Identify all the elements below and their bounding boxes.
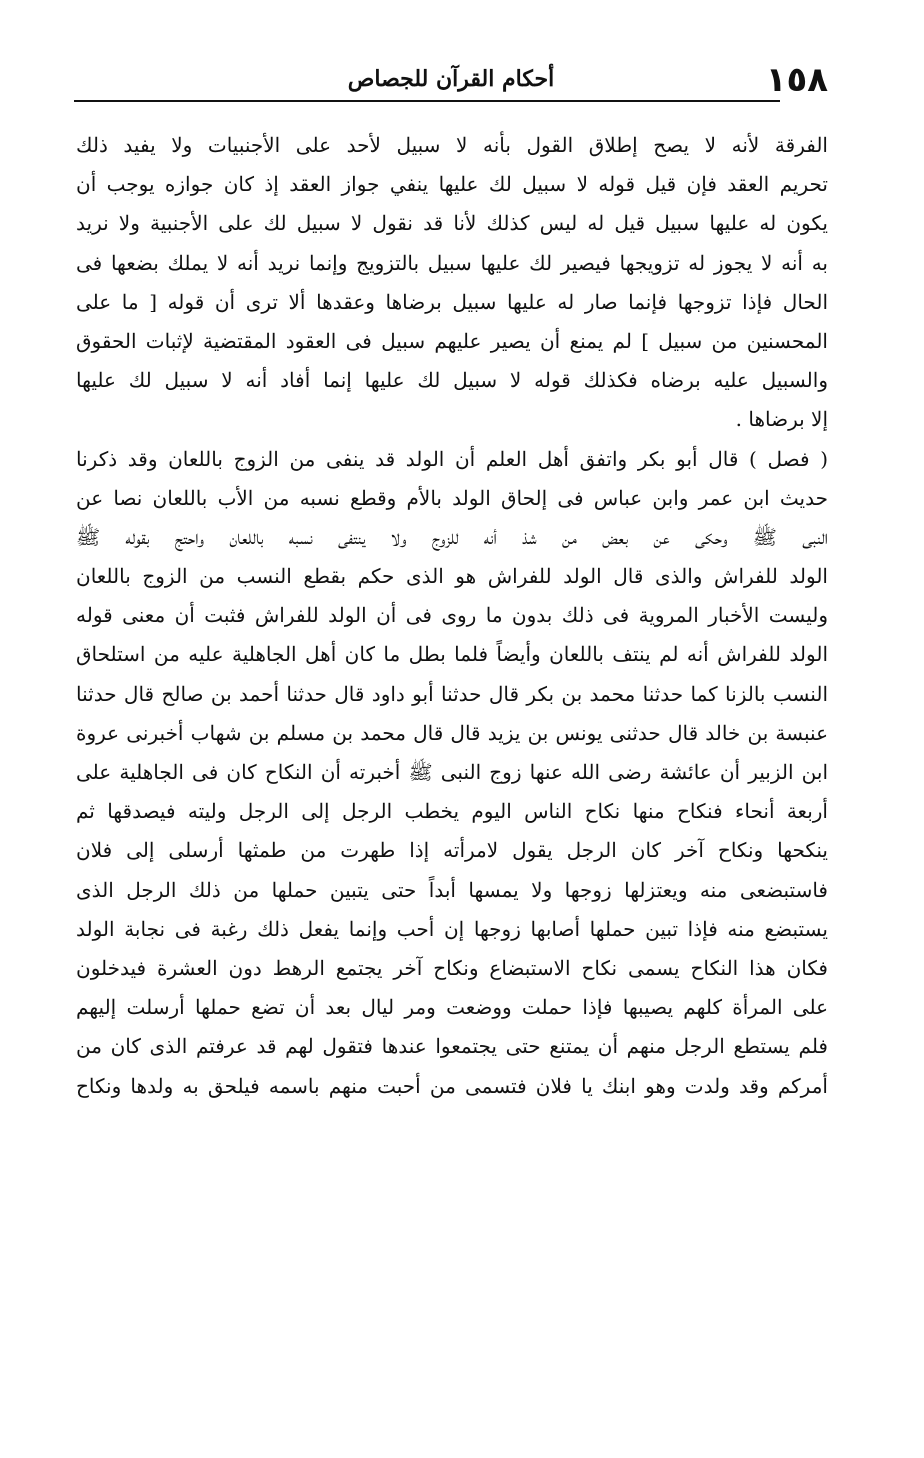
- text-line: يكون له عليها سبيل قيل له ليس كذلك لأنا قد نقول لا سبيل لك على الأجنبية ولا نريد: [76, 211, 828, 236]
- text-line: حديث ابن عمر وابن عباس فى إلحاق الولد بالأم وقطع نسبه من الأب باللعان نصا عن: [76, 485, 828, 510]
- text-line: وليست الأخبار المروية فى ذلك بدون ما روى فى أن الولد للفراش فثبت أن معنى قوله: [76, 603, 828, 628]
- text-line: ابن الزبير أن عائشة رضى الله عنها زوج النبى ﷺ أخبرته أن النكاح كان فى الجاهلية على: [76, 760, 828, 784]
- text-line: تحريم العقد فإن قيل قوله لا سبيل لك عليها ينفي جواز العقد إذ كان جوازه يوجب أن: [76, 172, 828, 197]
- text-line: المحسنين من سبيل ] لم يمنع أن يصير عليهم سبيل فى العقود المقتضية لإثبات الحقوق: [76, 328, 828, 353]
- text-line: الولد للفراش أنه لم ينتف باللعان وأيضاً فلما بطل ما كان أهل الجاهلية عليه من استلحاق: [76, 642, 828, 667]
- text-line: أربعة أنحاء فنكاح منها نكاح الناس اليوم يخطب الرجل إلى الرجل وليته فيصدقها ثم: [76, 799, 828, 824]
- text-line: على المرأة كلهم يصيبها فإذا حملت ووضعت ومر ليال بعد أن تضع حملها أرسلت إليهم: [76, 995, 828, 1020]
- text-line: فلم يستطع الرجل منهم أن يمتنع حتى يجتمعوا عندها فتقول لهم قد عرفتم الذى كان من: [76, 1034, 828, 1059]
- header-rule: [74, 100, 780, 102]
- text-line: يستبضع منه فإذا تبين حملها أصابها زوجها إن أحب وإنما يفعل ذلك رغبة فى نجابة الولد: [76, 916, 828, 941]
- text-line: ينكحها ونكاح آخر كان الرجل يقول لامرأته إذا طهرت من طمثها أرسلى إلى فلان: [76, 838, 828, 863]
- text-line: النسب بالزنا كما حدثنا محمد بن بكر قال حدثنا أبو داود قال حدثنا أحمد بن صالح قال حدثنا: [76, 681, 828, 706]
- page-number: ١٥٨: [765, 60, 828, 100]
- text-line: إلا برضاها .: [735, 407, 828, 432]
- body-text: [76, 126, 828, 1106]
- text-line: عنبسة بن خالد قال حدثنى يونس بن يزيد قال قال محمد بن مسلم بن شهاب أخبرنى عروة: [76, 720, 828, 745]
- text-line: الفرقة لأنه لا يصح إطلاق القول بأنه لا سبيل لأحد على الأجنبيات ولا يفيد ذلك: [76, 133, 828, 157]
- text-line: والسبيل عليه برضاه فكذلك قوله لا سبيل لك عليها إنما أفاد أنه لا سبيل لك عليها: [76, 368, 828, 393]
- text-line: النبى ﷺ وحكى عن بعض من شذ أنه للزوج ولا ينتفى نسبه باللعان واحتج بقوله ﷺ: [76, 524, 828, 549]
- running-head: أحكام القرآن للجصاص: [347, 66, 555, 92]
- text-line: به أنه لا يجوز له تزويجها فيصير لك عليها سبيل بالتزويج وإنما نريد أنه لا يملك بضعها فى: [76, 250, 828, 275]
- text-line: فاستبضعى منه ويعتزلها زوجها ولا يمسها أبداً حتى يتبين حملها من ذلك الرجل الذى: [76, 877, 828, 902]
- text-line: فكان هذا النكاح يسمى نكاح الاستبضاع ونكاح آخر يجتمع الرهط دون العشرة فيدخلون: [76, 955, 828, 980]
- text-line: أمركم وقد ولدت وهو ابنك يا فلان فتسمى من أحبت منهم باسمه فيلحق به ولدها ونكاح: [76, 1073, 828, 1098]
- text-line: الولد للفراش والذى قال الولد للفراش هو الذى حكم بقطع النسب من الزوج باللعان: [76, 564, 828, 589]
- page-header: [74, 60, 828, 102]
- text-line: ( فصل ) قال أبو بكر واتفق أهل العلم أن الولد قد ينفى من الزوج باللعان وقد ذكرنا: [76, 446, 828, 471]
- text-line: الحال فإذا تزوجها فإنما صار له عليها سبيل برضاها وعقدها ألا ترى أن قوله [ ما على: [76, 289, 828, 314]
